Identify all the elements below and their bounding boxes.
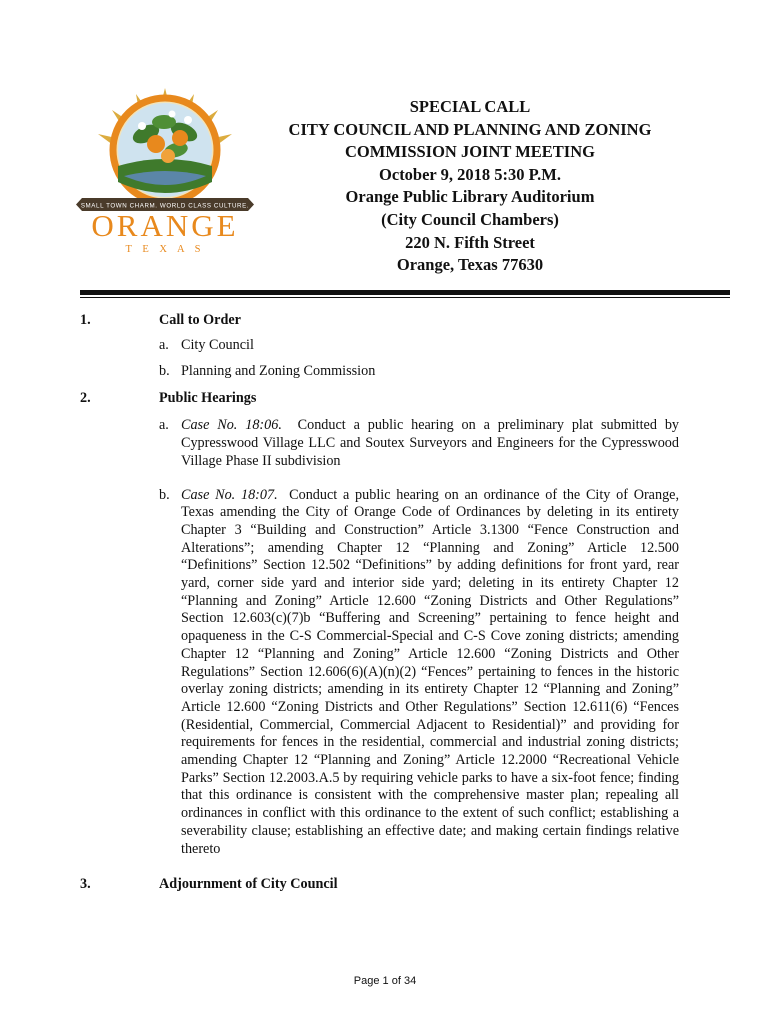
agenda-subitem <box>159 363 680 381</box>
agenda-item-number: 2. <box>80 390 91 407</box>
subitem-letter: b. <box>159 486 170 503</box>
header-line-3: COMMISSION JOINT MEETING <box>345 142 595 162</box>
agenda-subitem <box>159 417 680 470</box>
agenda-subitem <box>159 337 680 355</box>
header-divider-thin <box>80 297 730 298</box>
agenda-item-2 <box>80 390 680 407</box>
agenda-item-number: 3. <box>80 876 91 893</box>
page-number: Page 1 of 34 <box>353 975 417 987</box>
subitem-text: City Council <box>181 337 254 353</box>
subitem-text <box>181 417 679 470</box>
logo-state: T E X A S <box>125 244 205 255</box>
case-description: Conduct a public hearing on an ordinance of the City of Orange, Texas amending the City of Orange Code of Ordinances by deleting in its entirety Chapter 3 “Building and Construction” Article 3.1300 “Fence Construction and Alterations”; amending Chapter 12 “Planning and Zoning” Article 12.500 “Definitions” Section 12.502 “Definitions” by adding definitions for front yard, rear yard, corner side yard and interior side yard; deleting in its entirety Chapter 12 “Planning and Zoning” Article 12.600 “Zoning Districts and Other Regulations” Section 12.603(c)(7)b “Buffering and Screening” pertaining to fence height and opaqueness in the C-S Commercial-Special and C-S Cove zoning districts; amending Chapter 12 “Planning and Zoning” Article 12.600 “Zoning Districts and Other Regulations” Section 12.606(6)(A)(n)(2) “Fences” pertaining to fences in the historic overlay zoning districts; amending in its entirety Chapter 12 “Planning and Zoning” Article 12.600 “Zoning Districts and Other Regulations” Section 12.611(6) “Fences (Residential, Commercial, Commercial Adjacent to Residential)” and providing for requirements for fences in the residential, commercial and industrial zoning districts; amending Chapter 12 “Planning and Zoning” Article 12.2000 “Recreational Vehicle Parks” Section 12.2003.A.5 by requiring vehicle parks to have a six-foot fence; finding that this ordinance is consistent with the comprehensive master plan; repealing all ordinances in conflict with this ordinance to the extent of such conflict; establishing a severability clause; establishing an effective date; and making certain findings relative thereto <box>181 486 680 857</box>
subitem-text: Planning and Zoning Commission <box>181 362 376 379</box>
agenda-item-1 <box>80 312 680 329</box>
meeting-street: 220 N. Fifth Street <box>405 232 535 252</box>
agenda-item-title: Adjournment of City Council <box>159 876 338 893</box>
agenda-item-title: Public Hearings <box>159 390 257 407</box>
meeting-city: Orange, Texas 77630 <box>396 255 544 275</box>
agenda <box>80 312 680 893</box>
agenda-item-title: Call to Order <box>159 312 241 328</box>
agenda-item-3 <box>80 876 680 893</box>
header-line-2: CITY COUNCIL AND PLANNING AND ZONING <box>288 119 652 139</box>
subitem-letter: a. <box>159 417 169 434</box>
meeting-room: (City Council Chambers) <box>381 209 559 229</box>
subitem-letter: a. <box>159 337 169 353</box>
case-number: Case No. 18:06. <box>181 417 282 434</box>
meeting-header <box>262 96 678 277</box>
agenda-item-number: 1. <box>80 312 91 328</box>
meeting-date: October 9, 2018 5:30 P.M. <box>379 164 561 184</box>
subitem-letter: b. <box>159 362 170 379</box>
logo-tagline: SMALL TOWN CHARM. WORLD CLASS CULTURE. <box>80 202 250 210</box>
header-line-1: SPECIAL CALL <box>409 97 531 116</box>
orange-texas-logo <box>76 86 254 256</box>
header-divider-thick <box>80 290 730 295</box>
case-description: Conduct a public hearing on a preliminary plat submitted by Cypresswood Village LLC and Soutex Surveyors and Engineers for the Cypresswood Village Phase II subdivision <box>181 417 680 469</box>
subitem-text <box>181 487 679 859</box>
meeting-venue: Orange Public Library Auditorium <box>345 187 595 207</box>
agenda-subitem <box>159 487 680 859</box>
case-number: Case No. 18:07. <box>181 486 278 503</box>
logo-name: ORANGE <box>91 208 239 243</box>
